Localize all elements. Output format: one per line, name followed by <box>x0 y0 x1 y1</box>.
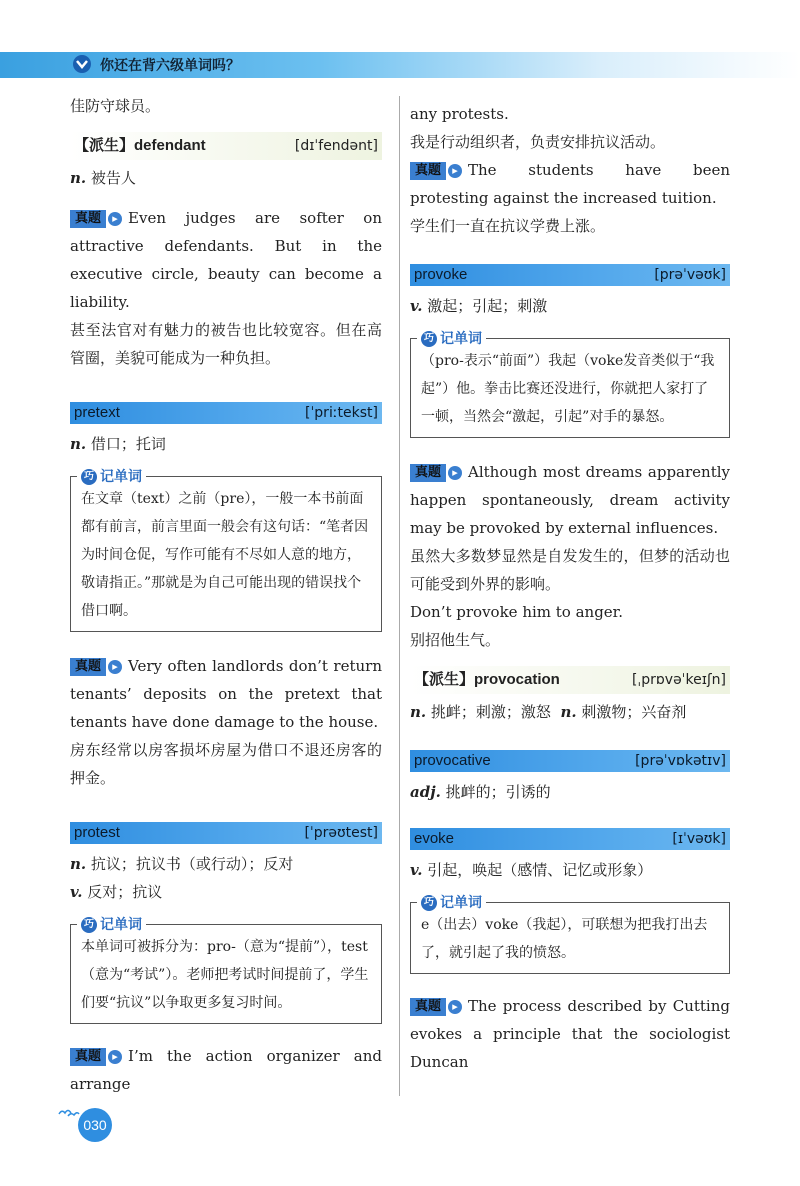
derivative-word: 【派生】defendant <box>74 137 206 154</box>
headword: pretext <box>74 404 120 421</box>
left-column <box>70 92 382 1098</box>
exam-tag <box>410 464 462 482</box>
example-sentence <box>410 156 730 212</box>
meaning: 引起，唤起（感情、记忆或形象） <box>427 861 653 879</box>
definition <box>70 430 382 458</box>
definition <box>410 698 730 726</box>
memory-tip-text: （pro-表示“前面”）我起（voke发音类似于“我起”）他。拳击比赛还没进行，你就把人家打了一顿，当然会“激起，引起”对手的暴怒。 <box>421 353 715 425</box>
example-en: I’m the action organizer and arrange <box>70 1047 382 1093</box>
word-header-protest <box>70 822 382 844</box>
definition <box>70 164 382 192</box>
example-en: Don’t provoke him to anger. <box>410 603 623 621</box>
chevron-down-icon <box>72 54 92 74</box>
example-zh: 虽然大多数梦显然是自发发生的，但梦的活动也可能受到外界的影响。 <box>410 547 730 593</box>
part-of-speech: adj. <box>410 783 441 801</box>
exam-tag-label: 真题 <box>410 162 446 180</box>
birds-icon <box>58 1106 80 1118</box>
example-sentence <box>410 458 730 542</box>
tip-icon: 巧 <box>81 469 97 485</box>
exam-tag <box>70 1048 122 1066</box>
word-header-provocative <box>410 750 730 772</box>
arrow-right-icon: ▸ <box>448 164 462 178</box>
phonetic: [ˌprɒvəˈkeɪʃn] <box>631 672 726 688</box>
exam-tag <box>70 658 122 676</box>
example-zh: 甚至法官对有魅力的被告也比较宽容。但在高管圈，美貌可能成为一种负担。 <box>70 321 382 367</box>
part-of-speech: v. <box>410 297 423 315</box>
memory-tip-title: 记单词 <box>440 895 482 911</box>
meaning: 抗议；抗议书（或行动）；反对 <box>90 855 294 873</box>
phonetic: [prəˈvɒkətɪv] <box>635 753 726 769</box>
headword: evoke <box>414 830 455 847</box>
example-en: Very often landlords don’t return tenants’ deposits on the pretext that tenants have done damage to the house. <box>70 657 382 731</box>
phonetic: [ˈprəʊtest] <box>304 825 378 841</box>
meaning: 刺激物；兴奋剂 <box>581 703 687 721</box>
exam-tag-label: 真题 <box>70 1048 106 1066</box>
derivative-word: 【派生】provocation <box>414 671 560 688</box>
part-of-speech: n. <box>560 703 577 721</box>
intro-text: 佳防守球员。 <box>70 97 161 115</box>
memory-tip-box <box>410 895 730 974</box>
word-header-evoke <box>410 828 730 850</box>
header-title: 你还在背六级单词吗？ <box>100 58 240 74</box>
phonetic: [prəˈvəʊk] <box>654 267 726 283</box>
memory-tip-box <box>70 469 382 632</box>
part-of-speech: n. <box>70 169 87 187</box>
meaning: 激起；引起；刺激 <box>427 297 548 315</box>
page-number: 030 <box>78 1108 112 1142</box>
arrow-right-icon: ▸ <box>448 1000 462 1014</box>
tip-icon: 巧 <box>421 895 437 911</box>
meaning: 借口；托词 <box>90 435 166 453</box>
meaning: 挑衅的；引诱的 <box>445 783 551 801</box>
phonetic: [dɪˈfendənt] <box>294 138 378 154</box>
exam-tag <box>410 162 462 180</box>
memory-tip-text: 本单词可被拆分为：pro-（意为“提前”），test（意为“考试”）。老师把考试时间提前了，学生们要“抗议”以争取更多复习时间。 <box>81 939 369 1011</box>
memory-tip-label <box>417 889 486 917</box>
definition <box>410 778 730 806</box>
part-of-speech: n. <box>70 435 87 453</box>
tip-icon: 巧 <box>421 331 437 347</box>
memory-tip-label <box>417 325 486 353</box>
part-of-speech: v. <box>70 883 83 901</box>
arrow-right-icon: ▸ <box>448 466 462 480</box>
meaning: 挑衅；刺激；激怒 <box>430 703 551 721</box>
example-zh: 我是行动组织者，负责安排抗议活动。 <box>410 133 666 151</box>
example-zh: 房东经常以房客损坏房屋为借口不退还房客的押金。 <box>70 741 382 787</box>
example-sentence <box>70 204 382 316</box>
memory-tip-label <box>77 463 146 491</box>
definition <box>410 856 730 884</box>
definition <box>70 878 382 906</box>
derivative-header <box>70 132 382 160</box>
phonetic: [ɪˈvəʊk] <box>672 831 726 847</box>
memory-tip-label <box>77 911 146 939</box>
memory-tip-title: 记单词 <box>100 469 142 485</box>
definition <box>70 850 382 878</box>
example-en: Although most dreams apparently happen spontaneously, dream activity may be provoked by external influences. <box>410 463 730 537</box>
example-en: The process described by Cutting evokes a principle that the sociologist Duncan <box>410 997 730 1071</box>
exam-tag-label: 真题 <box>70 658 106 676</box>
memory-tip-title: 记单词 <box>100 917 142 933</box>
tip-icon: 巧 <box>81 917 97 933</box>
arrow-right-icon: ▸ <box>108 212 122 226</box>
part-of-speech: v. <box>410 861 423 879</box>
right-column <box>410 100 730 1076</box>
headword: provocative <box>414 752 491 769</box>
part-of-speech: n. <box>70 855 87 873</box>
word-header-provoke <box>410 264 730 286</box>
meaning: 反对；抗议 <box>87 883 163 901</box>
example-sentence <box>70 1042 382 1098</box>
example-sentence <box>70 652 382 736</box>
arrow-right-icon: ▸ <box>108 660 122 674</box>
exam-tag-label: 真题 <box>410 998 446 1016</box>
phonetic: [ˈpriːtekst] <box>304 405 378 421</box>
exam-tag <box>70 210 122 228</box>
memory-tip-box <box>410 331 730 438</box>
memory-tip-title: 记单词 <box>440 331 482 347</box>
meaning: 被告人 <box>90 169 136 187</box>
headword: protest <box>74 824 120 841</box>
memory-tip-box <box>70 917 382 1024</box>
example-zh: 别招他生气。 <box>410 631 501 649</box>
derivative-header <box>410 666 730 694</box>
part-of-speech: n. <box>410 703 427 721</box>
exam-tag-label: 真题 <box>410 464 446 482</box>
example-en-continued: any protests. <box>410 105 509 123</box>
word-header-pretext <box>70 402 382 424</box>
example-en: Even judges are softer on attractive defendants. But in the executive circle, beauty can become a liability. <box>70 209 382 311</box>
column-divider <box>399 96 400 1096</box>
memory-tip-text: 在文章（text）之前（pre），一般一本书前面都有前言，前言里面一般会有这句话：“笔者因为时间仓促，写作可能有不尽如人意的地方，敬请指正。”那就是为自己可能出现的错误找个借口啊。 <box>81 491 369 619</box>
example-sentence <box>410 992 730 1076</box>
arrow-right-icon: ▸ <box>108 1050 122 1064</box>
example-en: The students have been protesting against the increased tuition. <box>410 161 730 207</box>
memory-tip-text: e（出去）voke（我起），可联想为把我打出去了，就引起了我的愤怒。 <box>421 917 708 961</box>
headword: provoke <box>414 266 468 283</box>
exam-tag-label: 真题 <box>70 210 106 228</box>
example-zh: 学生们一直在抗议学费上涨。 <box>410 217 606 235</box>
exam-tag <box>410 998 462 1016</box>
definition <box>410 292 730 320</box>
